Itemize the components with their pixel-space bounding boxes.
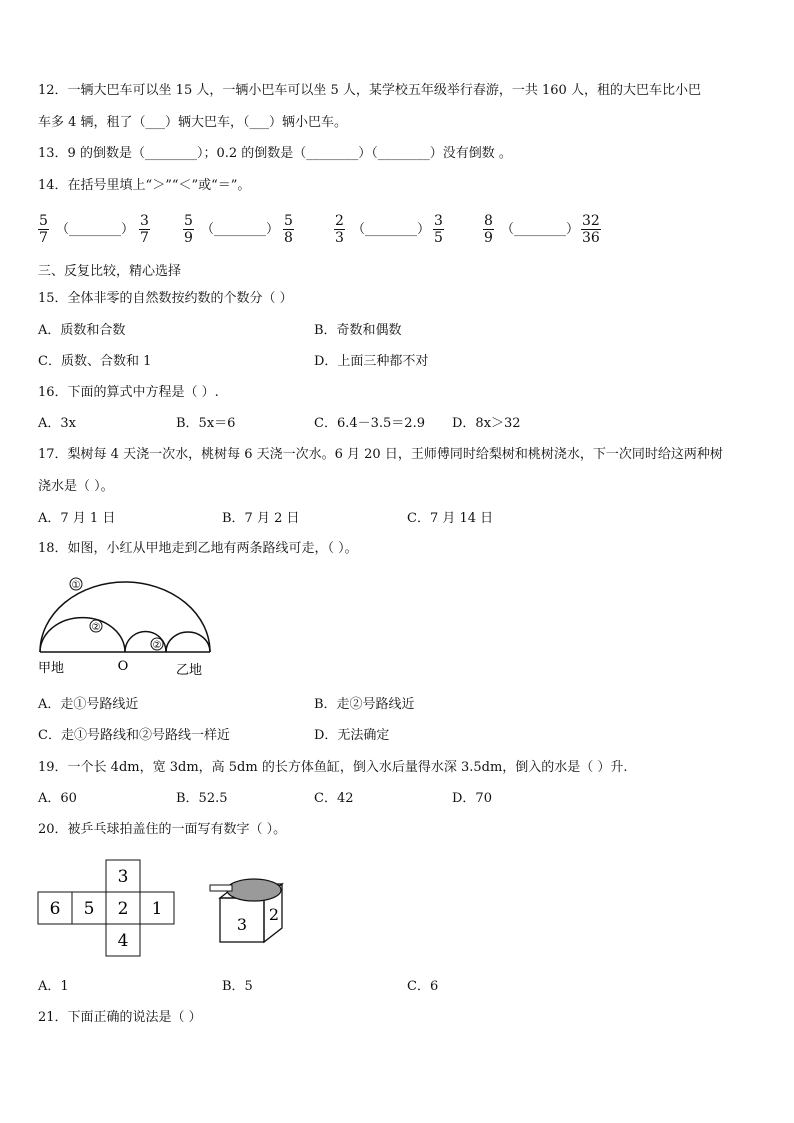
fraction: $\frac{3}{5}$ bbox=[434, 213, 443, 246]
q15-option-a[interactable]: A．质数和合数 bbox=[38, 323, 126, 338]
q19-option-c[interactable]: C．42 bbox=[314, 791, 354, 806]
fraction: $\frac{32}{36}$ bbox=[582, 213, 600, 246]
q16-option-b[interactable]: B．5x＝6 bbox=[176, 416, 236, 431]
q15-option-c[interactable]: C．质数、合数和 1 bbox=[38, 354, 152, 369]
q18-option-c[interactable]: C．走①号路线和②号路线一样近 bbox=[38, 728, 230, 743]
paddle-handle-icon bbox=[210, 885, 232, 891]
q17-line2: 浇水是（ ）。 bbox=[38, 479, 114, 494]
q20-option-c[interactable]: C．6 bbox=[407, 979, 439, 994]
net-face-number: 4 bbox=[117, 931, 129, 951]
fraction: $\frac{8}{9}$ bbox=[484, 213, 493, 246]
cube-side-number: 2 bbox=[268, 905, 280, 924]
q15-option-b[interactable]: B．奇数和偶数 bbox=[314, 323, 402, 338]
q19-option-a[interactable]: A．60 bbox=[38, 791, 77, 806]
route-2-label: ② bbox=[152, 640, 162, 651]
q19-option-b[interactable]: B．52.5 bbox=[176, 791, 228, 806]
compare-blank[interactable]: （________） bbox=[352, 222, 431, 237]
net-face-number: 5 bbox=[83, 899, 95, 919]
fraction: $\frac{5}{9}$ bbox=[184, 213, 193, 246]
net-face-number: 6 bbox=[49, 899, 61, 919]
route-1-arc bbox=[40, 582, 210, 652]
q17-option-c[interactable]: C．7 月 14 日 bbox=[407, 511, 494, 526]
q20-stem: 20．被乒乓球拍盖住的一面写有数字（ ）。 bbox=[38, 822, 287, 837]
q13: 13．9 的倒数是（________）；0.2 的倒数是（________）（________）没有倒数 。 bbox=[38, 146, 512, 161]
fraction: $\frac{5}{7}$ bbox=[39, 213, 48, 246]
section-heading: 三、反复比较，精心选择 bbox=[38, 264, 182, 279]
route-2-arc-left bbox=[40, 618, 125, 652]
q12-line2: 车多 4 辆，租了（___）辆大巴车，（___）辆小巴车。 bbox=[38, 115, 348, 130]
q17-line1: 17．梨树每 4 天浇一次水，桃树每 6 天浇一次水。6 月 20 日，王师傅同时给梨树和桃树浇水，下一次同时给这两种树 bbox=[38, 447, 723, 462]
fraction: $\frac{5}{8}$ bbox=[284, 213, 293, 246]
q20-option-a[interactable]: A．1 bbox=[38, 979, 69, 994]
q19-option-d[interactable]: D．70 bbox=[452, 791, 492, 806]
net-face-number: 2 bbox=[117, 899, 129, 919]
q15-stem: 15．全体非零的自然数按约数的个数分（ ） bbox=[38, 291, 293, 306]
q16-stem: 16．下面的算式中方程是（ ）. bbox=[38, 385, 219, 400]
q18-option-b[interactable]: B．走②号路线近 bbox=[314, 697, 415, 712]
q14-stem: 14．在括号里填上“＞”“＜”或“＝”。 bbox=[38, 178, 251, 193]
fraction: $\frac{3}{7}$ bbox=[140, 213, 149, 246]
paddle-icon bbox=[227, 879, 281, 901]
q18-option-a[interactable]: A．走①号路线近 bbox=[38, 697, 139, 712]
q16-option-d[interactable]: D．8x＞32 bbox=[452, 416, 521, 431]
q16-option-c[interactable]: C．6.4－3.5＝2.9 bbox=[314, 416, 425, 431]
compare-blank[interactable]: （________） bbox=[501, 222, 580, 237]
net-face-number: 3 bbox=[117, 867, 129, 887]
cube-front-number: 3 bbox=[236, 915, 248, 934]
fraction: $\frac{2}{3}$ bbox=[335, 213, 344, 246]
q18-stem: 18．如图，小红从甲地走到乙地有两条路线可走，（ ）。 bbox=[38, 541, 358, 556]
q17-option-a[interactable]: A．7 月 1 日 bbox=[38, 511, 116, 526]
cube-net bbox=[36, 858, 186, 960]
q21-stem: 21．下面正确的说法是（ ） bbox=[38, 1010, 202, 1025]
net-face-number: 1 bbox=[151, 899, 163, 919]
start-label: 甲地 bbox=[38, 661, 65, 676]
route-2-arc-right bbox=[166, 632, 210, 652]
q15-option-d[interactable]: D．上面三种都不对 bbox=[314, 354, 429, 369]
cube-with-paddle bbox=[208, 874, 294, 946]
q20-option-b[interactable]: B．5 bbox=[222, 979, 253, 994]
q18-option-d[interactable]: D．无法确定 bbox=[314, 728, 390, 743]
q12-line1: 12．一辆大巴车可以坐 15 人，一辆小巴车可以坐 5 人，某学校五年级举行春游，一共 160 人，租的大巴车比小巴 bbox=[38, 83, 701, 98]
q16-option-a[interactable]: A．3x bbox=[38, 416, 76, 431]
route-2-label: ② bbox=[91, 622, 101, 633]
end-label: 乙地 bbox=[176, 663, 203, 678]
route-1-label: ① bbox=[71, 580, 81, 591]
route-diagram bbox=[30, 576, 220, 680]
compare-blank[interactable]: （________） bbox=[201, 222, 280, 237]
compare-blank[interactable]: （________） bbox=[56, 222, 135, 237]
q19-stem: 19．一个长 4dm，宽 3dm，高 5dm 的长方体鱼缸，倒入水后量得水深 3.5dm，倒入的水是（ ）升. bbox=[38, 760, 628, 775]
q17-option-b[interactable]: B．7 月 2 日 bbox=[222, 511, 300, 526]
center-label: O bbox=[117, 659, 129, 674]
